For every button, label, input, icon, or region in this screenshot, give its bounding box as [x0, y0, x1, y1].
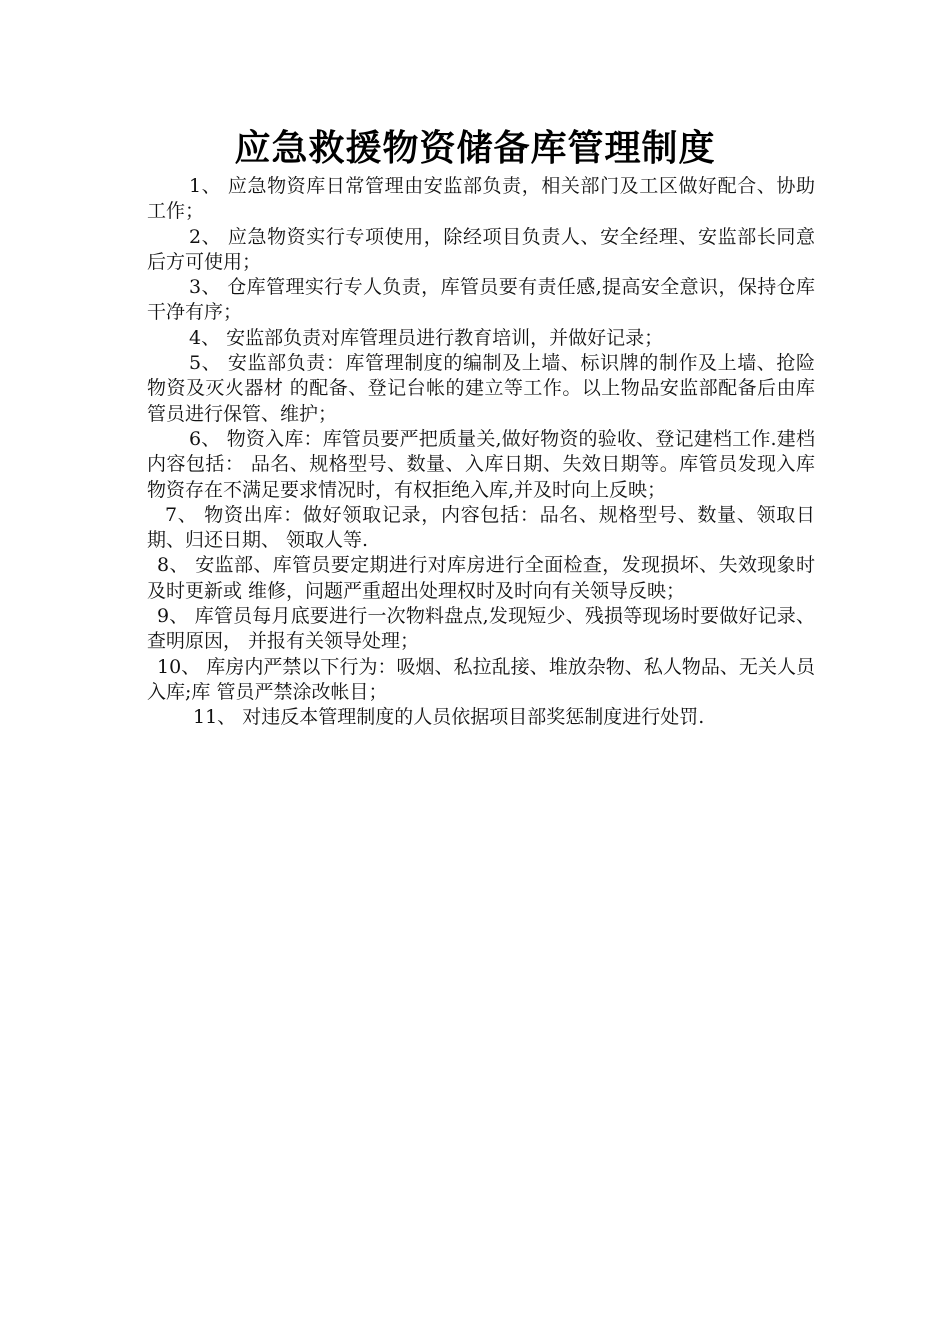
clause-6: 6、 物资入库：库管员要严把质量关,做好物资的验收、登记建档工作.建档内容包括： 品名、规格型号、数量、入库日期、失效日期等。库管员发现入库物资存在不满足要求情况时，有权拒绝入库,并及时向上反映； — [147, 427, 815, 501]
clause-10: 10、 库房内严禁以下行为：吸烟、私拉乱接、堆放杂物、私人物品、无关人员入库;库 管员严禁涂改帐目； — [147, 655, 815, 703]
clause-3: 3、 仓库管理实行专人负责，库管员要有责任感,提高安全意识，保持仓库干净有序； — [147, 276, 815, 324]
clause-1: 1、 应急物资库日常管理由安监部负责，相关部门及工区做好配合、协助工作； — [147, 175, 815, 223]
clause-8: 8、 安监部、库管员要定期进行对库房进行全面检查，发现损坏、失效现象时及时更新或 维修，问题严重超出处理权时及时向有关领导反映； — [147, 554, 815, 602]
clause-7: 7、 物资出库：做好领取记录，内容包括：品名、规格型号、数量、领取日期、归还日期、 领取人等. — [147, 503, 815, 552]
clause-9: 9、 库管员每月底要进行一次物料盘点,发现短少、残损等现场时要做好记录、查明原因， 并报有关领导处理； — [147, 605, 815, 653]
document-title: 应急救援物资储备库管理制度 — [234, 128, 716, 169]
clause-2: 2、 应急物资实行专项使用，除经项目负责人、安全经理、安监部长同意后方可使用； — [147, 225, 815, 273]
clause-11: 11、 对违反本管理制度的人员依据项目部奖惩制度进行处罚. — [193, 706, 705, 729]
clause-5: 5、 安监部负责：库管理制度的编制及上墙、标识牌的制作及上墙、抢险物资及灭火器材 的配备、登记台帐的建立等工作。以上物品安监部配备后由库管员进行保管、维护； — [147, 352, 815, 425]
document-body — [147, 174, 815, 731]
clause-4: 4、 安监部负责对库管理员进行教育培训，并做好记录； — [189, 326, 664, 349]
